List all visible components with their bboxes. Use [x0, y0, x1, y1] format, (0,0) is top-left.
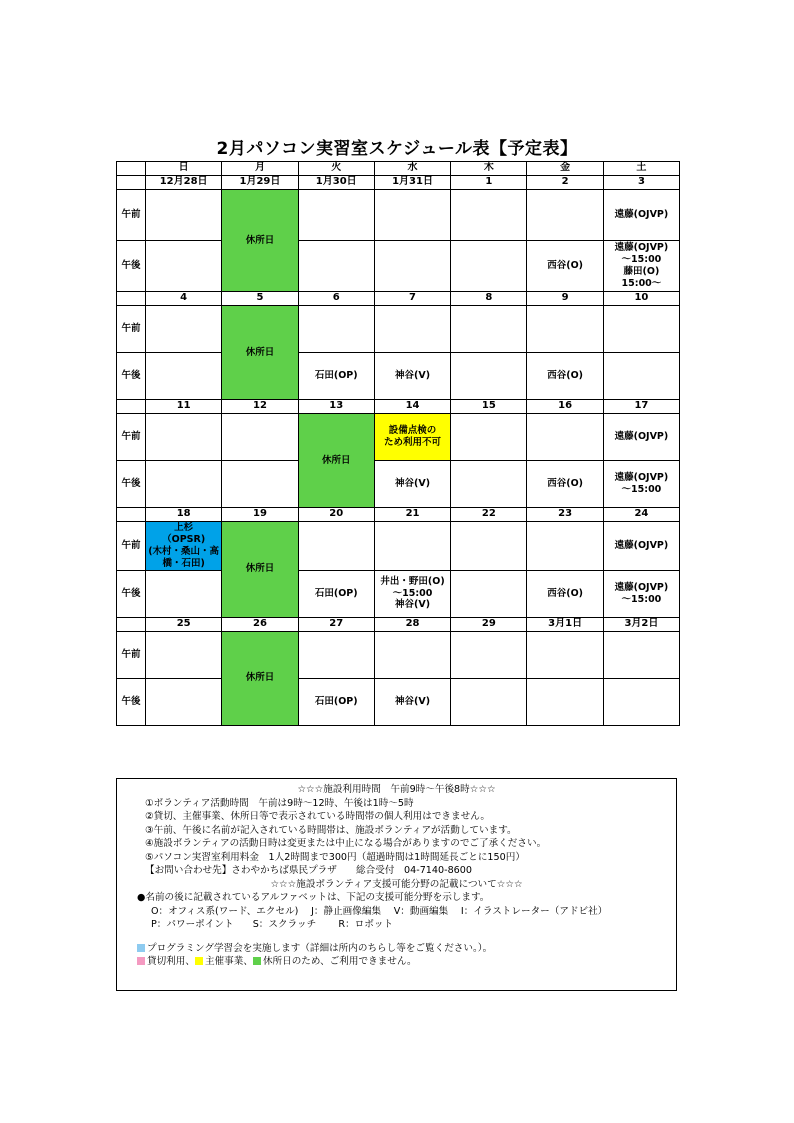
pm-slot-cell: 神谷(V) — [374, 461, 450, 508]
note-line-1: ①ボランティア活動時間 午前は9時～12時、午後は1時～5時 — [145, 797, 414, 809]
pm-slot-cell: 西谷(O) — [527, 353, 603, 400]
date-row-label — [117, 400, 146, 414]
corner-cell — [117, 162, 146, 176]
am-slot-cell — [298, 522, 374, 571]
weekday-header: 水 — [374, 162, 450, 176]
date-cell: 1月30日 — [298, 176, 374, 190]
weekday-header: 火 — [298, 162, 374, 176]
date-row-label — [117, 292, 146, 306]
date-cell: 1 — [451, 176, 527, 190]
date-cell: 2 — [527, 176, 603, 190]
pm-slot-cell — [298, 241, 374, 292]
am-slot-cell — [374, 522, 450, 571]
date-cell: 1月31日 — [374, 176, 450, 190]
am-slot-cell — [374, 306, 450, 353]
date-row — [117, 176, 680, 190]
date-cell: 18 — [146, 508, 222, 522]
date-row — [117, 400, 680, 414]
pm-slot-cell: 神谷(V) — [374, 678, 450, 725]
pm-slot-cell — [146, 570, 222, 617]
am-label: 午前 — [117, 306, 146, 353]
pm-slot-cell — [603, 678, 679, 725]
am-slot-cell: 遠藤(OJVP) — [603, 190, 679, 241]
note-line-5: ⑤パソコン実習室利用料金 1人2時間まで300円（超過時間は1時間延長ごとに150円） — [145, 851, 525, 863]
pm-slot-cell — [146, 241, 222, 292]
weekday-header: 日 — [146, 162, 222, 176]
date-cell: 11 — [146, 400, 222, 414]
legend-program-text: プログラミング学習会を実施します（詳細は所内のちらし等をご覧ください。）。 — [147, 942, 493, 954]
am-slot-cell — [451, 306, 527, 353]
pm-label: 午後 — [117, 241, 146, 292]
date-cell: 7 — [374, 292, 450, 306]
am-slot-cell — [451, 414, 527, 461]
pm-slot-cell — [451, 461, 527, 508]
pm-slot-cell — [374, 241, 450, 292]
date-row-label — [117, 617, 146, 631]
support-line-1: O：オフィス系(ワード、エクセル) J：静止画像編集 V：動画編集 I：イラストレーター（アドビ社） — [151, 905, 608, 917]
am-label: 午前 — [117, 522, 146, 571]
legend-rental-text: 貸切利用、 — [147, 956, 195, 967]
date-cell: 3月2日 — [603, 617, 679, 631]
legend-event-text: 主催事業、 — [204, 956, 253, 967]
date-cell: 4 — [146, 292, 222, 306]
closed-day-cell: 休所日 — [222, 190, 298, 292]
am-slot-cell — [527, 522, 603, 571]
pm-slot-cell — [451, 570, 527, 617]
am-row — [117, 414, 680, 461]
legend-program — [117, 942, 676, 956]
date-cell: 13 — [298, 400, 374, 414]
date-cell: 26 — [222, 617, 298, 631]
pm-slot-cell: 西谷(O) — [527, 570, 603, 617]
am-slot-cell — [146, 306, 222, 353]
holiday-color-square — [253, 957, 261, 965]
date-cell: 29 — [451, 617, 527, 631]
pm-slot-cell — [146, 461, 222, 508]
date-cell: 15 — [451, 400, 527, 414]
closed-day-cell: 休所日 — [222, 306, 298, 400]
am-label: 午前 — [117, 631, 146, 678]
pm-slot-cell — [451, 241, 527, 292]
am-slot-cell — [527, 306, 603, 353]
pm-slot-cell: 遠藤(OJVP) ～15:00 — [603, 570, 679, 617]
program-cell: 上杉 （OPSR) (木村・桑山・高 橋・石田) — [146, 522, 222, 571]
date-cell: 16 — [527, 400, 603, 414]
am-row — [117, 631, 680, 678]
weekday-header-row — [117, 162, 680, 176]
date-cell: 28 — [374, 617, 450, 631]
pm-row — [117, 461, 680, 508]
program-color-square — [137, 944, 145, 952]
pm-label: 午後 — [117, 678, 146, 725]
date-cell: 27 — [298, 617, 374, 631]
date-cell: 20 — [298, 508, 374, 522]
date-cell: 5 — [222, 292, 298, 306]
am-slot-cell — [451, 190, 527, 241]
pm-label: 午後 — [117, 461, 146, 508]
pm-slot-cell — [451, 353, 527, 400]
am-slot-cell — [527, 414, 603, 461]
pm-slot-cell: 井出・野田(O) ～15:00 神谷(V) — [374, 570, 450, 617]
date-cell: 3 — [603, 176, 679, 190]
date-cell: 24 — [603, 508, 679, 522]
note-line-4: ④施設ボランティアの活動日時は変更または中止になる場合がありますのでご了承ください。 — [145, 838, 547, 849]
date-cell: 25 — [146, 617, 222, 631]
pm-slot-cell — [603, 353, 679, 400]
date-row — [117, 508, 680, 522]
weekday-header: 金 — [527, 162, 603, 176]
support-header: ☆☆☆施設ボランティア支援可能分野の記載について☆☆☆ — [270, 878, 523, 890]
schedule-table — [116, 161, 680, 726]
am-slot-cell — [298, 631, 374, 678]
am-row — [117, 306, 680, 353]
pm-slot-cell: 西谷(O) — [527, 241, 603, 292]
am-label: 午前 — [117, 190, 146, 241]
date-cell: 3月1日 — [527, 617, 603, 631]
am-slot-cell — [451, 522, 527, 571]
am-row — [117, 522, 680, 571]
date-cell: 23 — [527, 508, 603, 522]
support-line-2: P：パワーポイント S：スクラッチ R：ロボット — [151, 919, 394, 930]
pm-row — [117, 570, 680, 617]
date-cell: 10 — [603, 292, 679, 306]
pm-row — [117, 353, 680, 400]
closed-day-cell: 休所日 — [222, 522, 298, 618]
am-slot-cell — [146, 414, 222, 461]
date-row-label — [117, 176, 146, 190]
am-row — [117, 190, 680, 241]
date-row — [117, 292, 680, 306]
pm-slot-cell: 石田(OP) — [298, 353, 374, 400]
date-cell: 9 — [527, 292, 603, 306]
date-cell: 6 — [298, 292, 374, 306]
pm-slot-cell: 神谷(V) — [374, 353, 450, 400]
note-line-3: ③午前、午後に名前が記入されている時間帯は、施設ボランティアが活動しています。 — [145, 824, 517, 836]
am-slot-cell — [451, 631, 527, 678]
hours-header: ☆☆☆施設利用時間 午前9時～午後8時☆☆☆ — [297, 784, 496, 795]
maintenance-cell: 設備点検の ため利用不可 — [374, 414, 450, 461]
legend-holiday-text: 休所日のため、ご利用できません。 — [262, 956, 417, 967]
pm-slot-cell: 西谷(O) — [527, 461, 603, 508]
am-slot-cell — [146, 190, 222, 241]
am-slot-cell — [527, 190, 603, 241]
note-line-2: ②貸切、主催事業、休所日等で表示されている時間帯の個人利用はできません。 — [145, 811, 490, 822]
am-slot-cell — [603, 306, 679, 353]
pm-row — [117, 678, 680, 725]
pm-slot-cell — [146, 678, 222, 725]
am-slot-cell — [298, 190, 374, 241]
date-cell: 8 — [451, 292, 527, 306]
pm-label: 午後 — [117, 570, 146, 617]
pm-slot-cell — [451, 678, 527, 725]
weekday-header: 月 — [222, 162, 298, 176]
legend-closed — [117, 955, 676, 969]
am-label: 午前 — [117, 414, 146, 461]
support-intro: ●名前の後に記載されているアルファベットは、下記の支援可能分野を示します。 — [137, 892, 490, 903]
pm-slot-cell — [222, 461, 298, 508]
date-row — [117, 617, 680, 631]
pm-slot-cell: 遠藤(OJVP) ～15:00 藤田(O) 15:00～ — [603, 241, 679, 292]
date-cell: 22 — [451, 508, 527, 522]
pm-slot-cell: 遠藤(OJVP) ～15:00 — [603, 461, 679, 508]
date-cell: 12月28日 — [146, 176, 222, 190]
date-cell: 1月29日 — [222, 176, 298, 190]
closed-day-cell: 休所日 — [298, 414, 374, 508]
date-cell: 14 — [374, 400, 450, 414]
am-slot-cell — [298, 306, 374, 353]
pm-slot-cell: 石田(OP) — [298, 678, 374, 725]
rental-color-square — [137, 957, 145, 965]
date-row-label — [117, 508, 146, 522]
pm-slot-cell — [527, 678, 603, 725]
pm-slot-cell: 石田(OP) — [298, 570, 374, 617]
pm-label: 午後 — [117, 353, 146, 400]
am-slot-cell — [146, 631, 222, 678]
weekday-header: 木 — [451, 162, 527, 176]
am-slot-cell — [603, 631, 679, 678]
am-slot-cell: 遠藤(OJVP) — [603, 414, 679, 461]
date-cell: 21 — [374, 508, 450, 522]
weekday-header: 土 — [603, 162, 679, 176]
notes-box — [116, 778, 677, 991]
date-cell: 17 — [603, 400, 679, 414]
am-slot-cell — [374, 631, 450, 678]
am-slot-cell — [374, 190, 450, 241]
page-title: 2月パソコン実習室スケジュール表【予定表】 — [216, 139, 578, 159]
pm-row — [117, 241, 680, 292]
event-color-square — [195, 957, 203, 965]
am-slot-cell — [222, 414, 298, 461]
am-slot-cell — [527, 631, 603, 678]
am-slot-cell: 遠藤(OJVP) — [603, 522, 679, 571]
pm-slot-cell — [146, 353, 222, 400]
date-cell: 12 — [222, 400, 298, 414]
date-cell: 19 — [222, 508, 298, 522]
contact-info: 【お問い合わせ先】さわやかちば県民プラザ 総合受付 04-7140-8600 — [145, 865, 472, 876]
closed-day-cell: 休所日 — [222, 631, 298, 725]
